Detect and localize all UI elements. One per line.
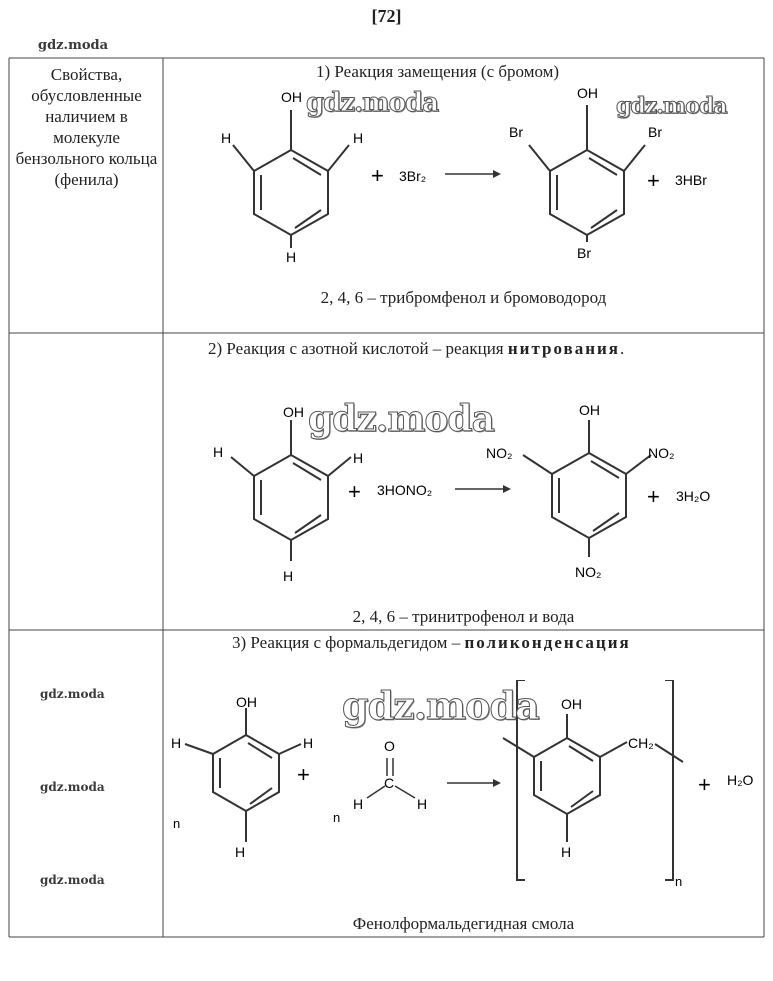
watermark: gdz.moda xyxy=(40,780,105,794)
watermark: gdz.moda xyxy=(616,93,727,119)
plus-sign: + xyxy=(297,762,310,787)
n-coefficient: n xyxy=(173,816,181,831)
plus-sign: + xyxy=(647,484,660,509)
h-label: H xyxy=(283,568,294,584)
byproduct-label: H₂O xyxy=(727,772,754,788)
reaction-1-heading: 1) Реакция замещения (с бромом) xyxy=(316,62,560,81)
polymer-bracket-right xyxy=(665,680,673,880)
byproduct-label: 3HBr xyxy=(675,172,707,188)
reagent-label: 3Br₂ xyxy=(399,168,427,184)
heading-text: 3) Реакция с формальдегидом – xyxy=(232,633,465,652)
br-label: Br xyxy=(577,245,591,261)
reaction-2-heading xyxy=(208,339,624,359)
watermark: gdz.moda xyxy=(38,38,109,53)
reaction-3-caption: Фенолформальдегидная смола xyxy=(352,914,575,933)
polymer-ring xyxy=(503,714,683,842)
watermark: gdz.moda xyxy=(342,683,539,728)
reaction-arrow xyxy=(445,170,501,178)
oh-label: OH xyxy=(577,85,598,101)
c-label: C xyxy=(384,775,395,791)
heading-suffix: . xyxy=(620,339,625,358)
page-number: [72] xyxy=(371,6,402,26)
byproduct-label: 3H₂O xyxy=(676,488,711,504)
h-label: H xyxy=(417,796,428,812)
no2-label: NO₂ xyxy=(575,564,602,580)
plus-sign: + xyxy=(647,168,660,193)
heading-text: 2) Реакция с азотной кислотой – реакция xyxy=(208,339,508,358)
n-coefficient: n xyxy=(675,874,683,889)
watermark: gdz.moda xyxy=(40,687,105,701)
h-label: H xyxy=(213,444,224,460)
watermark: gdz.moda xyxy=(40,873,105,887)
property-description: Свойства, обусловленные наличием в молекуле бензольного кольца (фенила) xyxy=(15,65,158,189)
oh-label: OH xyxy=(579,402,600,418)
reaction-arrow xyxy=(447,779,501,787)
no2-label: NO₂ xyxy=(486,445,513,461)
heading-bold-term: нитрования xyxy=(507,339,621,358)
h-label: H xyxy=(286,249,297,265)
phenol-ring xyxy=(231,420,351,561)
h-label: H xyxy=(353,796,364,812)
plus-sign: + xyxy=(371,163,384,188)
oh-label: OH xyxy=(236,694,257,710)
phenol-ring xyxy=(233,110,349,248)
reaction-1-caption: 2, 4, 6 – трибромфенол и бромоводород xyxy=(320,288,607,307)
h-label: H xyxy=(235,844,246,860)
phenol-ring xyxy=(185,708,301,842)
reagent-label: 3HONO₂ xyxy=(377,482,433,498)
heading-bold-term: поликонденсация xyxy=(464,633,631,652)
plus-sign: + xyxy=(348,479,361,504)
watermark: gdz.moda xyxy=(308,398,494,440)
oh-label: OH xyxy=(561,696,582,712)
h-label: H xyxy=(353,130,364,146)
reaction-2-caption: 2, 4, 6 – тринитрофенол и вода xyxy=(352,607,575,626)
trinitrophenol-ring xyxy=(523,420,651,557)
h-label: H xyxy=(561,844,572,860)
br-label: Br xyxy=(648,124,662,140)
oh-label: OH xyxy=(283,404,304,420)
watermark: gdz.moda xyxy=(306,88,439,118)
plus-sign: + xyxy=(698,772,711,797)
ch2-label: CH₂ xyxy=(628,735,654,751)
h-label: H xyxy=(303,735,314,751)
n-coefficient: n xyxy=(333,810,341,825)
h-label: H xyxy=(353,450,364,466)
reaction-arrow xyxy=(455,485,511,493)
br-label: Br xyxy=(509,124,523,140)
o-label: O xyxy=(384,738,395,754)
no2-label: NO₂ xyxy=(648,445,675,461)
reaction-3-heading xyxy=(232,633,631,653)
h-label: H xyxy=(221,130,232,146)
oh-label: OH xyxy=(281,89,302,105)
h-label: H xyxy=(171,735,182,751)
tribromophenol-ring xyxy=(529,105,645,242)
